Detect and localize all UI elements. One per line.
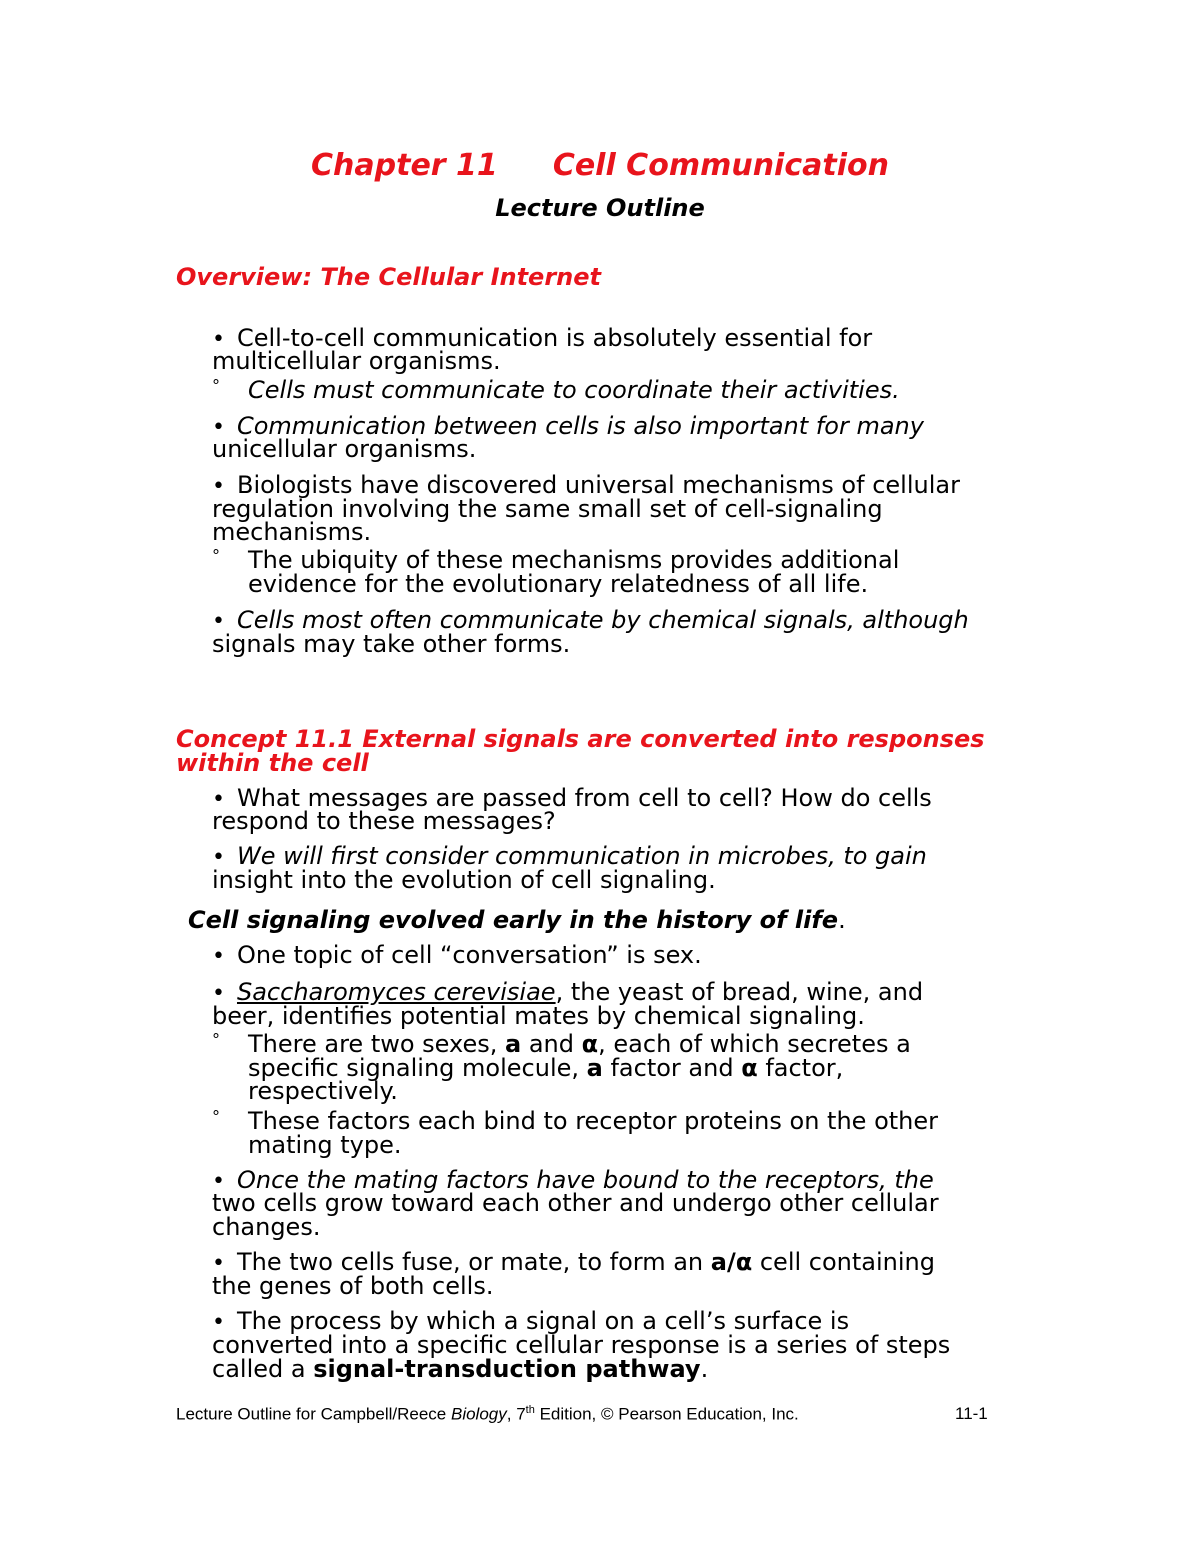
chapter-number: Chapter 11: [311, 148, 498, 183]
diploid-cell-label: a/α: [710, 1248, 753, 1276]
mating-type-alpha: α: [581, 1030, 599, 1058]
list-item: • Cells most often communicate by chemical signals, although: [212, 606, 969, 634]
list-item-continued: respond to these messages?: [212, 807, 556, 835]
list-item: • The process by which a signal on a cell’s surface is: [212, 1307, 850, 1335]
chapter-name: Cell Communication: [552, 148, 889, 183]
list-item-continued: signals may take other forms.: [212, 630, 571, 658]
list-item: • What messages are passed from cell to cell? How do cells: [212, 784, 932, 812]
list-item: • Cell-to-cell communication is absolutely essential for: [212, 324, 873, 352]
degree-mark-icon: °: [212, 1107, 220, 1126]
list-item-continued: insight into the evolution of cell signaling.: [212, 866, 716, 894]
list-item: • Communication between cells is also important for many: [212, 412, 924, 440]
overview-heading: Overview: The Cellular Internet: [176, 263, 602, 291]
lecture-subtitle: Lecture Outline: [495, 194, 705, 222]
document-page: Chapter 11 Cell Communication Lecture Outline Overview: The Cellular Internet • Cell-to-cell communication is absolutely essential for multicellular organisms. ° Cells must communicate to coordinate their activities. • Communication between cells is also important for many unicellular organisms. • Biologists have discovered universal mechanisms of cellular regulation involving the same small set of cell-signaling mechanisms. ° The ubiquity of these mechanisms provides additional evidence for the evolutionary relatedness of all life. • Cells most often communicate by chemical signals, although signals may take other forms. Concept 11.1 External signals are converted into responses within the cell • What messages are passed from cell to cell? How do cells respond to these messages? • We will first consider communication in microbes, to gain insight into the evolution of cell signaling. Cell signaling evolved early in the history of life. • One topic of cell “conversation” is sex. • Saccharomyces cerevisiae, the yeast of bread, wine, and beer, identifies potential mates by chemical signaling. ° There are two sexes, a and α, each of which secretes a specific signaling molecule, a factor and α factor, respectively. ° These factors each bind to receptor proteins on the other mating type. • Once the mating factors have bound to the receptors, the two cells grow toward each other and undergo other cellular changes. • The two cells fuse, or mate, to form an a/α cell containing the genes of both cells. • The process by which a signal on a cell’s surface is converted into a specific cellular response is a series of steps called a signal-transduction pathway. Lecture Outline for Campbell/Reece Biology, 7th Edition, © Pearson Education, Inc. 11-1: [0, 0, 1200, 1553]
list-item-continued: regulation involving the same small set of cell-signaling: [212, 495, 883, 523]
list-item-continued: called a signal-transduction pathway.: [212, 1355, 709, 1383]
list-item-continued: mechanisms.: [212, 518, 372, 546]
bullet-icon: •: [212, 474, 225, 499]
bullet-icon: •: [212, 787, 225, 812]
species-name: Saccharomyces cerevisiae: [236, 978, 556, 1006]
list-item: • One topic of cell “conversation” is sex.: [212, 941, 702, 969]
list-item: • Once the mating factors have bound to the receptors, the: [212, 1166, 934, 1194]
bullet-icon: •: [212, 1169, 225, 1194]
bullet-icon: •: [212, 1251, 225, 1276]
key-term: signal-transduction pathway: [313, 1355, 701, 1383]
chapter-title: [0, 148, 1200, 183]
list-item: • The two cells fuse, or mate, to form an a/α cell containing: [212, 1248, 935, 1276]
degree-mark-icon: °: [212, 546, 220, 565]
mating-type-a: a: [505, 1030, 522, 1058]
list-item-continued: converted into a specific cellular response is a series of steps: [212, 1331, 951, 1359]
bullet-icon: •: [212, 845, 225, 870]
concept-heading-continued: within the cell: [176, 749, 369, 777]
footer-citation: Lecture Outline for Campbell/Reece Biology, 7th Edition, © Pearson Education, Inc.: [176, 1404, 799, 1424]
section-heading: Cell signaling evolved early in the history of life.: [188, 906, 846, 934]
list-item-continued: beer, identifies potential mates by chemical signaling.: [212, 1002, 865, 1030]
degree-mark-icon: °: [212, 376, 220, 395]
list-item: • We will first consider communication in microbes, to gain: [212, 842, 927, 870]
list-item-continued: the genes of both cells.: [212, 1272, 494, 1300]
bullet-icon: •: [212, 1310, 225, 1335]
bullet-icon: •: [212, 415, 225, 440]
degree-mark-icon: °: [212, 1030, 220, 1049]
list-item-continued: multicellular organisms.: [212, 347, 501, 375]
bullet-icon: •: [212, 944, 225, 969]
page-number: 11-1: [955, 1404, 988, 1423]
bullet-icon: •: [212, 981, 225, 1006]
list-item: • Biologists have discovered universal mechanisms of cellular: [212, 471, 960, 499]
list-item: • Saccharomyces cerevisiae, the yeast of bread, wine, and: [212, 978, 924, 1006]
list-item-continued: changes.: [212, 1213, 321, 1241]
list-item-continued: two cells grow toward each other and undergo other cellular: [212, 1189, 939, 1217]
bullet-icon: •: [212, 327, 225, 352]
list-item-continued: unicellular organisms.: [212, 435, 477, 463]
concept-heading: Concept 11.1 External signals are converted into responses: [176, 725, 985, 753]
bullet-icon: •: [212, 609, 225, 634]
